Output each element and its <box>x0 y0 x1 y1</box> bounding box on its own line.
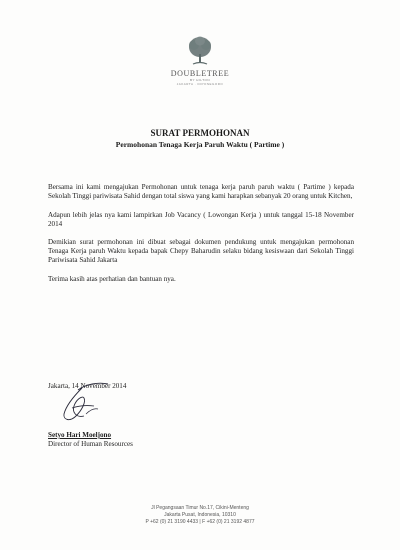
paragraph-4: Terima kasih atas perhatian dan bantuan nya. <box>48 274 176 283</box>
brand-name: DOUBLETREE <box>170 69 230 78</box>
footer-address-line: Jl Pegangsaan Timur No.17, Cikini-Menteng <box>151 505 249 511</box>
letterhead-logo <box>150 34 250 86</box>
letter-heading <box>40 128 360 150</box>
letter-footer <box>60 505 340 526</box>
brand-location: JAKARTA · DIPONEGORO <box>176 82 224 86</box>
signer-name: Setyo Hari Moeljono <box>48 431 112 439</box>
footer-city-line: Jakarta Pusat, Indonesia, 10310 <box>164 512 236 518</box>
paragraph-2: Adapun lebih jelas nya kami lampirkan Job Vacancy ( Lowongan Kerja ) untuk tanggal 15-18 November 2014 <box>48 210 354 228</box>
doubletree-logo-icon <box>180 34 220 68</box>
signature-icon <box>52 378 132 428</box>
brand-sub: BY HILTON <box>189 78 210 82</box>
paragraph-3: Demikian surat permohonan ini dibuat sebagai dokumen pendukung untuk mengajukan permohonan Tenaga Kerja paruh Waktu kepada bapak Chepy Baharudin selaku bidang kesiswaan dari Sekolah Tinggi Pariwisata Sahid Jakarta <box>48 238 354 264</box>
signer-title: Director of Human Resources <box>48 440 133 448</box>
letter-subtitle: Permohonan Tenaga Kerja Paruh Waktu ( Partime ) <box>115 140 285 149</box>
letter-body <box>48 183 354 293</box>
letter-title: SURAT PERMOHONAN <box>150 128 250 138</box>
footer-phone-line: P +62 (0) 21 3190 4433 | F +62 (0) 21 3192 4877 <box>145 519 255 525</box>
place-date: Jakarta, 14 November 2014 <box>48 382 127 390</box>
paragraph-1: Bersama ini kami mengajukan Permohonan untuk tenaga kerja paruh paruh waktu ( Partime ) kepada Sekolah Tinggi pariwisata Sahid dengan total siswa yang kami harapkan sebanyak 20 orang untuk Kitchen, <box>48 183 354 200</box>
